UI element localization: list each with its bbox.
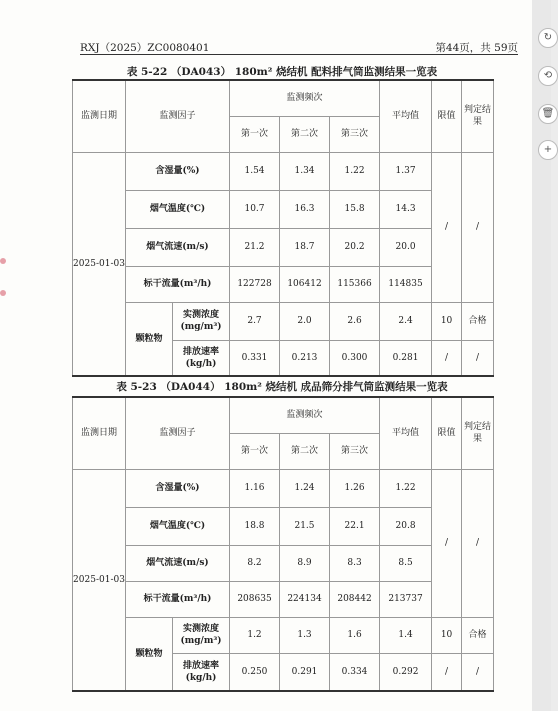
value-cell: 115366 (330, 266, 380, 302)
value-cell: 10.7 (230, 190, 280, 228)
header-third: 第三次 (330, 433, 380, 469)
table-caption: 表 5-23 （DA044） 180m² 烧结机 成品筛分排气筒监测结果一览表 (116, 381, 448, 393)
factor-name: 烟气温度(℃) (126, 190, 230, 228)
value-cell: 1.3 (280, 617, 330, 653)
table-row (73, 617, 494, 653)
limit-cell: / (432, 340, 462, 376)
header-frequency: 监测频次 (230, 397, 380, 433)
factor-name: 烟气流速(m/s) (126, 228, 230, 266)
table-row (73, 302, 494, 340)
table-row (73, 228, 494, 266)
factor-name: 标干流量(m³/h) (126, 581, 230, 617)
table-row (73, 152, 494, 190)
header-judgement: 判定结果 (462, 397, 494, 469)
value-cell: 15.8 (330, 190, 380, 228)
judgement-cell: / (462, 469, 494, 617)
value-cell: 21.2 (230, 228, 280, 266)
judgement-cell: 合格 (462, 302, 494, 340)
table-row (73, 469, 494, 507)
refresh-icon[interactable]: ⟲ (538, 66, 558, 86)
value-cell: 2.0 (280, 302, 330, 340)
average-cell: 0.281 (380, 340, 432, 376)
header-first: 第一次 (230, 116, 280, 152)
header-date: 监测日期 (73, 397, 126, 469)
factor-name: 含湿量(%) (126, 469, 230, 507)
average-cell: 213737 (380, 581, 432, 617)
header-date: 监测日期 (73, 80, 126, 152)
header-frequency: 监测频次 (230, 80, 380, 116)
factor-name: 烟气流速(m/s) (126, 545, 230, 581)
value-cell: 8.2 (230, 545, 280, 581)
particulate-label: 颗粒物 (126, 617, 173, 691)
value-cell: 2.6 (330, 302, 380, 340)
value-cell: 0.213 (280, 340, 330, 376)
header-second: 第二次 (280, 433, 330, 469)
value-cell: 1.54 (230, 152, 280, 190)
average-cell: 114835 (380, 266, 432, 302)
factor-name: 排放速率(kg/h) (173, 340, 230, 376)
average-cell: 0.292 (380, 653, 432, 691)
value-cell: 20.2 (330, 228, 380, 266)
stamp-mark (0, 290, 6, 296)
header-factor: 监测因子 (126, 80, 230, 152)
factor-name: 排放速率(kg/h) (173, 653, 230, 691)
value-cell: 18.8 (230, 507, 280, 545)
average-cell: 2.4 (380, 302, 432, 340)
header-limit: 限值 (432, 397, 462, 469)
limit-cell: / (432, 653, 462, 691)
value-cell: 1.16 (230, 469, 280, 507)
report-number: RXJ（2025）ZC0080401 (80, 42, 210, 54)
header-third: 第三次 (330, 116, 380, 152)
value-cell: 8.9 (280, 545, 330, 581)
page-header (80, 40, 518, 55)
value-cell: 0.300 (330, 340, 380, 376)
table-caption: 表 5-22 （DA043） 180m² 烧结机 配料排气筒监测结果一览表 (126, 66, 438, 78)
monitor-date: 2025-01-03 (73, 152, 126, 376)
value-cell: 2.7 (230, 302, 280, 340)
value-cell: 0.334 (330, 653, 380, 691)
average-cell: 8.5 (380, 545, 432, 581)
factor-name: 烟气温度(℃) (126, 507, 230, 545)
header-limit: 限值 (432, 80, 462, 152)
judgement-cell: / (462, 340, 494, 376)
particulate-label: 颗粒物 (126, 302, 173, 376)
rotate-icon[interactable]: ↻ (538, 28, 558, 48)
factor-name: 标干流量(m³/h) (126, 266, 230, 302)
limit-cell: / (432, 469, 462, 617)
average-cell: 1.37 (380, 152, 432, 190)
monitoring-table (72, 79, 494, 377)
table-row (73, 507, 494, 545)
add-icon[interactable]: + (538, 140, 558, 160)
value-cell: 1.34 (280, 152, 330, 190)
value-cell: 208442 (330, 581, 380, 617)
monitor-date: 2025-01-03 (73, 469, 126, 691)
value-cell: 1.6 (330, 617, 380, 653)
page-number: 第44页，共 59页 (435, 42, 518, 54)
table-row (73, 545, 494, 581)
monitoring-table (72, 396, 494, 692)
limit-cell: 10 (432, 617, 462, 653)
stamp-mark (0, 258, 6, 264)
factor-name: 实测浓度(mg/m³) (173, 617, 230, 653)
value-cell: 1.22 (330, 152, 380, 190)
value-cell: 8.3 (330, 545, 380, 581)
average-cell: 1.4 (380, 617, 432, 653)
side-toolbar (532, 0, 555, 711)
value-cell: 0.291 (280, 653, 330, 691)
judgement-cell: 合格 (462, 617, 494, 653)
average-cell: 1.22 (380, 469, 432, 507)
header-average: 平均值 (380, 80, 432, 152)
judgement-cell: / (462, 653, 494, 691)
value-cell: 1.26 (330, 469, 380, 507)
header-average: 平均值 (380, 397, 432, 469)
limit-cell: / (432, 152, 462, 302)
average-cell: 14.3 (380, 190, 432, 228)
value-cell: 0.331 (230, 340, 280, 376)
judgement-cell: / (462, 152, 494, 302)
table-row (73, 581, 494, 617)
value-cell: 1.2 (230, 617, 280, 653)
value-cell: 22.1 (330, 507, 380, 545)
header-second: 第二次 (280, 116, 330, 152)
average-cell: 20.0 (380, 228, 432, 266)
factor-name: 含湿量(%) (126, 152, 230, 190)
limit-cell: 10 (432, 302, 462, 340)
header-factor: 监测因子 (126, 397, 230, 469)
table-row (73, 266, 494, 302)
value-cell: 21.5 (280, 507, 330, 545)
value-cell: 0.250 (230, 653, 280, 691)
table-row (73, 190, 494, 228)
delete-icon[interactable]: 🗑 (538, 104, 558, 124)
header-first: 第一次 (230, 433, 280, 469)
value-cell: 16.3 (280, 190, 330, 228)
factor-name: 实测浓度(mg/m³) (173, 302, 230, 340)
value-cell: 1.24 (280, 469, 330, 507)
header-judgement: 判定结果 (462, 80, 494, 152)
value-cell: 122728 (230, 266, 280, 302)
value-cell: 224134 (280, 581, 330, 617)
value-cell: 18.7 (280, 228, 330, 266)
value-cell: 106412 (280, 266, 330, 302)
value-cell: 208635 (230, 581, 280, 617)
average-cell: 20.8 (380, 507, 432, 545)
